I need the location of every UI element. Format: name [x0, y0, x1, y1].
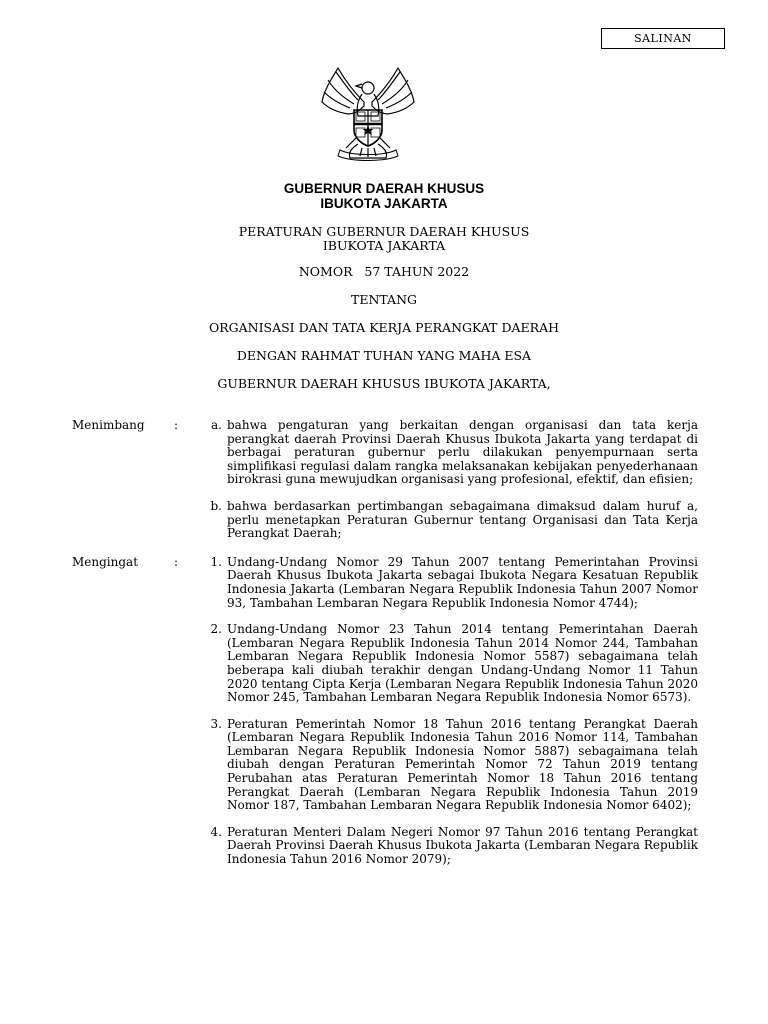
- item-number: 4.: [210, 824, 222, 839]
- item-text: Peraturan Menteri Dalam Negeri Nomor 97 Tahun 2016 tentang Perangkat Daerah Provinsi Daerah Khusus Ibukota Jakarta (Lembaran Negara Republik Indonesia Tahun 2016 Nomor 2079);: [227, 824, 698, 867]
- item-number: 1.: [210, 554, 222, 569]
- rahmat-line: DENGAN RAHMAT TUHAN YANG MAHA ESA: [236, 348, 532, 363]
- menimbang-list: [200, 419, 698, 554]
- menimbang-colon: :: [174, 418, 179, 432]
- item-number: b.: [210, 498, 222, 513]
- governor-heading: [0, 181, 768, 211]
- item-text: Undang-Undang Nomor 23 Tahun 2014 tentang Pemerintahan Daerah (Lembaran Negara Republik Indonesia Tahun 2014 Nomor 244, Tambahan Lembaran Negara Republik Indonesia Nomor 5587) sebagaimana telah beberapa kali diubah terakhir dengan Undang-Undang Nomor 11 Tahun 2020 tentang Cipta Kerja (Lembaran Negara Republik Indonesia Tahun 2020 Nomor 245, Tambahan Lembaran Negara Republik Indonesia Nomor 6573).: [227, 622, 698, 705]
- mengingat-section: [72, 556, 698, 880]
- regulation-number: NOMOR 57 TAHUN 2022: [298, 264, 470, 279]
- salinan-stamp: SALINAN: [601, 28, 725, 49]
- regulation-title-line2: IBUKOTA JAKARTA: [322, 238, 446, 253]
- item-text: bahwa berdasarkan pertimbangan sebagaimana dimaksud dalam huruf a, perlu menetapkan Peraturan Gubernur tentang Organisasi dan Tata Kerja Perangkat Daerah;: [227, 498, 698, 541]
- tentang-label: TENTANG: [350, 292, 417, 307]
- gubernur-line: GUBERNUR DAERAH KHUSUS IBUKOTA JAKARTA,: [217, 376, 551, 391]
- list-item: [200, 556, 698, 610]
- list-item: [200, 826, 698, 867]
- mengingat-label: Mengingat: [72, 554, 139, 569]
- list-item: [200, 623, 698, 705]
- governor-heading-line1: GUBERNUR DAERAH KHUSUS: [283, 181, 485, 196]
- mengingat-list: [200, 556, 698, 880]
- list-item: [200, 718, 698, 813]
- item-text: Peraturan Pemerintah Nomor 18 Tahun 2016 tentang Perangkat Daerah (Lembaran Negara Republik Indonesia Tahun 2016 Nomor 114, Tambahan Lembaran Negara Republik Indonesia Nomor 5887) sebagaimana telah diubah dengan Peraturan Pemerintah Nomor 72 Tahun 2019 tentang Perubahan atas Peraturan Pemerintah Nomor 18 Tahun 2016 tentang Perangkat Daerah (Lembaran Negara Republik Indonesia Tahun 2019 Nomor 187, Tambahan Lembaran Negara Republik Indonesia Nomor 6402);: [227, 716, 698, 813]
- governor-heading-line2: IBUKOTA JAKARTA: [320, 196, 448, 211]
- regulation-subject: ORGANISASI DAN TATA KERJA PERANGKAT DAERAH: [208, 320, 559, 335]
- menimbang-label: Menimbang: [72, 418, 145, 432]
- list-item: [200, 419, 698, 487]
- menimbang-section: [72, 419, 698, 554]
- item-number: 2.: [210, 622, 222, 637]
- item-number: a.: [211, 418, 222, 432]
- regulation-title-line1: PERATURAN GUBERNUR DAERAH KHUSUS: [238, 224, 530, 239]
- item-text: Undang-Undang Nomor 29 Tahun 2007 tentang Pemerintahan Provinsi Daerah Khusus Ibukota Jakarta sebagai Ibukota Negara Kesatuan Republik Indonesia Jakarta (Lembaran Negara Republik Indonesia Tahun 2007 Nomor 93, Tambahan Lembaran Negara Republik Indonesia Nomor 4744);: [227, 554, 698, 610]
- regulation-title: [0, 225, 768, 253]
- item-number: 3.: [210, 716, 222, 731]
- garuda-emblem: [318, 64, 418, 164]
- mengingat-colon: :: [174, 554, 179, 569]
- list-item: [200, 500, 698, 541]
- considerations: [72, 419, 698, 880]
- item-text: bahwa pengaturan yang berkaitan dengan organisasi dan tata kerja perangkat daerah Provinsi Daerah Khusus Ibukota Jakarta yang terdapat di berbagai peraturan gubernur perlu dilakukan penyempurnaan serta simplifikasi regulasi dalam rangka melaksanakan kebijakan penyederhanaan birokrasi guna mewujudkan organisasi yang profesional, efektif, dan efisien;: [227, 418, 698, 487]
